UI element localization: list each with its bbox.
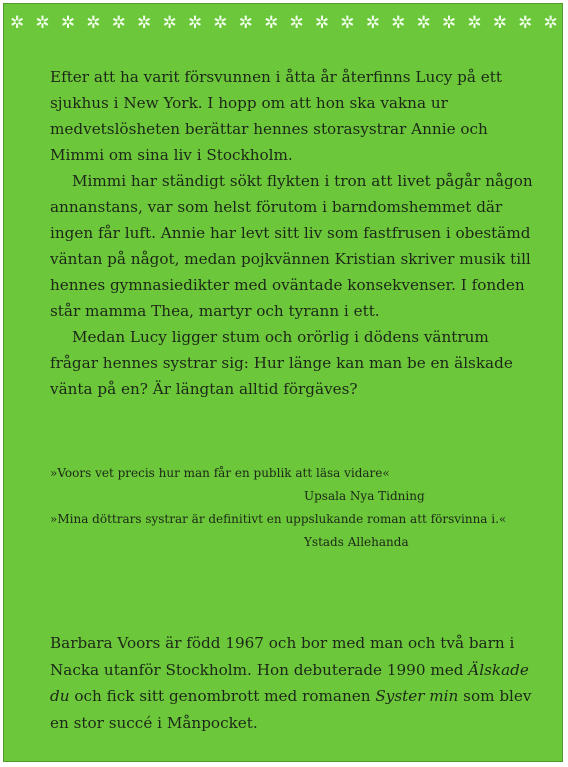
blurb: [50, 64, 540, 402]
bio-text-2: och fick sitt genombrott med romanen: [69, 687, 376, 705]
review-quote-2: »Mina döttrars systrar är definitivt en uppslukande roman att försvinna i.«: [50, 512, 507, 526]
snowflake-icon: ✲: [340, 12, 355, 33]
author-bio: [50, 630, 540, 736]
author-bio-text: [50, 630, 540, 736]
snowflake-icon: ✲: [441, 12, 457, 33]
snowflake-icon: ✲: [213, 12, 228, 33]
review-source-1: Upsala Nya Tidning: [304, 489, 425, 503]
snowflake-icon: ✲: [60, 12, 76, 33]
snowflake-icon: ✲: [314, 12, 330, 33]
snowflake-icon: ✲: [86, 12, 101, 33]
snowflake-icon: ✲: [543, 12, 558, 33]
snowflake-icon: ✲: [264, 12, 279, 33]
snowflake-icon: ✲: [238, 12, 253, 33]
review-source-2: Ystads Allehanda: [304, 535, 409, 549]
snowflake-icon: ✲: [467, 12, 482, 33]
snowflake-icon: ✲: [111, 12, 126, 33]
review-quotes: [50, 462, 540, 554]
bio-text-1: Barbara Voors är född 1967 och bor med man och två barn i Nacka utanför Stockholm. Hon debuterade 1990 med: [50, 634, 515, 679]
bio-book-title-2: Syster min: [375, 687, 459, 705]
blurb-paragraph-1: Efter att ha varit försvunnen i åtta år återfinns Lucy på ett sjukhus i New York. I hopp om att hon ska vakna ur medvetslösheten berättar hennes storasystrar Annie och Mimmi om sina liv i Stockholm.: [50, 68, 502, 164]
snowflake-icon: ✲: [137, 12, 152, 33]
snowflake-icon: ✲: [365, 12, 380, 33]
bio-book-title-1: Älskade du: [50, 660, 529, 705]
snowflake-border: [10, 10, 558, 36]
snowflake-icon: ✲: [416, 12, 431, 33]
book-back-cover: [3, 3, 563, 762]
snowflake-icon: ✲: [492, 12, 507, 33]
snowflake-icon: ✲: [35, 12, 50, 33]
blurb-paragraph-3: Medan Lucy ligger stum och orörlig i dödens väntrum frågar hennes systrar sig: Hur länge kan man be en älskade vänta på en? Är längtan alltid förgäves?: [50, 328, 513, 398]
snowflake-icon: ✲: [391, 12, 406, 33]
snowflake-icon: ✲: [518, 12, 533, 33]
bio-text-3: som blev en stor succé i Månpocket.: [50, 687, 532, 732]
blurb-paragraph-2: Mimmi har ständigt sökt flykten i tron att livet pågår någon annanstans, var som helst förutom i barndomshemmet där ingen får luft. Annie har levt sitt liv som fastfrusen i obestämd väntan på något, medan pojkvännen Kristian skriver musik till hennes gymnasiedikter med oväntade konsekvenser. I fonden står mamma Thea, martyr och tyrann i ett.: [50, 172, 533, 320]
review-quote-1: »Voors vet precis hur man får en publik att läsa vidare«: [50, 466, 390, 480]
snowflake-icon: ✲: [289, 12, 304, 33]
snowflake-icon: ✲: [162, 12, 177, 33]
snowflake-icon: ✲: [10, 12, 25, 33]
snowflake-icon: ✲: [187, 12, 203, 33]
